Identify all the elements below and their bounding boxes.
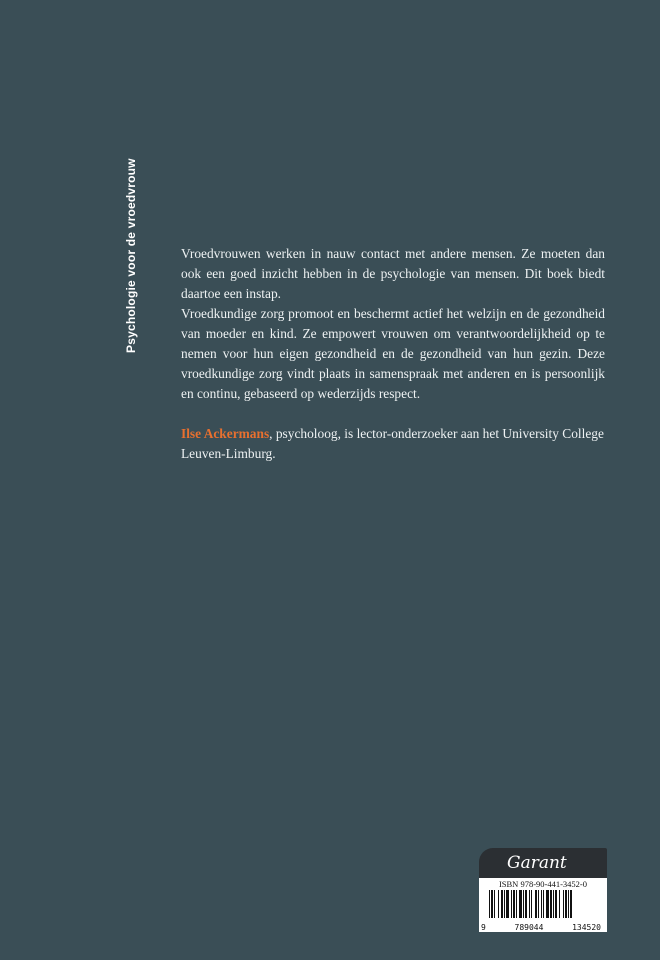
barcode-bar — [513, 890, 515, 918]
barcode-bar — [541, 890, 542, 918]
barcode-bar — [489, 890, 490, 918]
barcode-bar — [559, 890, 560, 918]
barcode-bars — [489, 890, 597, 918]
barcode-area — [479, 878, 607, 932]
barcode-bar — [555, 890, 557, 918]
barcode-bar — [523, 890, 524, 918]
barcode-bar — [504, 890, 505, 918]
barcode-digits — [481, 923, 601, 932]
blurb-paragraph-1: Vroedvrouwen werken in nauw contact met andere mensen. Ze moeten dan ook een goed inzicht hebben in de psychologie van mensen. Dit boek biedt daartoe een instap. — [181, 246, 605, 301]
barcode-bar — [529, 890, 530, 918]
author-name: Ilse Ackermans — [181, 426, 270, 441]
barcode-bar — [563, 890, 564, 918]
barcode-bar — [491, 890, 493, 918]
barcode-bar — [506, 890, 509, 918]
author-bio — [181, 424, 605, 464]
barcode-bar — [550, 890, 552, 918]
barcode-bar — [553, 890, 554, 918]
barcode-bar — [501, 890, 503, 918]
barcode-block — [479, 848, 607, 932]
barcode-group-2: 134520 — [572, 923, 601, 932]
barcode-bar — [543, 890, 544, 918]
barcode-bar — [531, 890, 532, 918]
barcode-bar — [568, 890, 569, 918]
spine-title: Psychologie voor de vroedvrouw — [124, 158, 138, 353]
back-cover-blurb — [181, 244, 605, 464]
isbn-label: ISBN 978-90-441-3452-0 — [498, 879, 588, 889]
barcode-bar — [538, 890, 539, 918]
barcode-bar — [535, 890, 537, 918]
author-bio-text: , psycholoog, is lector-onderzoeker aan het University College Leuven-Limburg. — [181, 426, 604, 461]
barcode-bar — [546, 890, 549, 918]
blurb-paragraph-2: Vroedkundige zorg promoot en beschermt actief het welzijn en de gezondheid van moeder en kind. Ze empowert vrouwen om verantwoordelijkheid op te nemen voor hun eigen gezondheid en de gezondheid van hun gezin. Deze vroedkundige zorg vindt plaats in samenspraak met anderen en is persoonlijk en continu, gebaseerd op wederzijds respect. — [181, 306, 605, 401]
barcode-lead-digit: 9 — [481, 923, 486, 932]
barcode-bar — [519, 890, 522, 918]
barcode-bar — [511, 890, 512, 918]
publisher-logo: Garant — [479, 848, 607, 878]
barcode-bar — [525, 890, 527, 918]
barcode-bar — [570, 890, 572, 918]
barcode-bar — [498, 890, 499, 918]
barcode-bar — [494, 890, 495, 918]
barcode-bar — [565, 890, 567, 918]
barcode-group-1: 789044 — [514, 923, 544, 932]
barcode-bar — [516, 890, 517, 918]
